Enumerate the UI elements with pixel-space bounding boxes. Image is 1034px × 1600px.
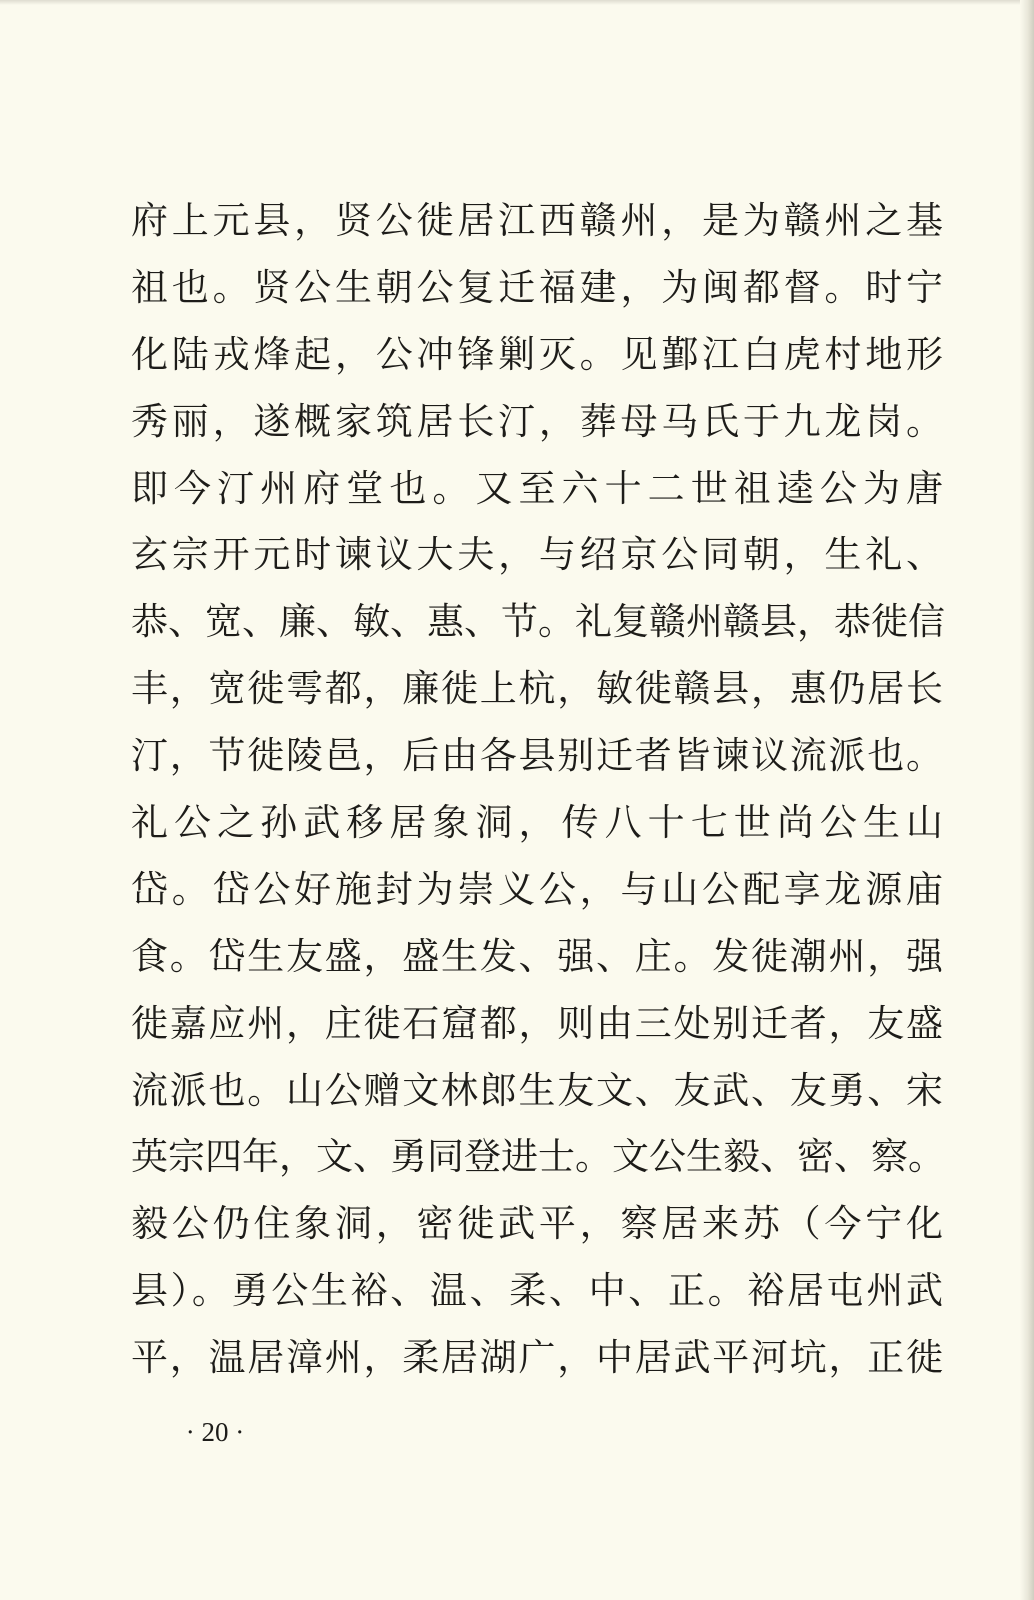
text-line: 秀丽，遂概家筑居长汀，葬母马氏于九龙岗。	[131, 399, 943, 443]
text-line: 英宗四年，文、勇同登进士。文公生毅、密、察。	[131, 1135, 945, 1179]
text-line: 流派也。山公赠文林郎生友文、友武、友勇、宋	[131, 1068, 943, 1112]
page-number: · 20 ·	[185, 1417, 245, 1447]
text-line: 玄宗开元时谏议大夫，与绍京公同朝，生礼、	[131, 533, 943, 577]
text-line: 食。岱生友盛，盛生发、强、庄。发徙潮州，强	[131, 934, 943, 978]
text-line: 毅公仍住象洞，密徙武平，察居来苏（今宁化	[131, 1202, 943, 1246]
page-right-edge	[1020, 0, 1034, 1600]
text-line: 岱。岱公好施封为崇义公，与山公配享龙源庙	[131, 867, 943, 911]
text-line: 祖也。贤公生朝公复迁福建，为闽都督。时宁	[131, 265, 943, 309]
text-line: 徙嘉应州，庄徙石窟都，则由三处别迁者，友盛	[131, 1001, 943, 1045]
text-line: 礼公之孙武移居象洞，传八十七世尚公生山	[131, 801, 943, 845]
text-line: 平，温居漳州，柔居湖广，中居武平河坑，正徙	[131, 1336, 943, 1380]
text-line: 恭、宽、廉、敏、惠、节。礼复赣州赣县，恭徙信	[131, 600, 945, 644]
text-line: 县）。勇公生裕、温、柔、中、正。裕居屯州武	[131, 1269, 943, 1313]
text-line: 化陆戎烽起，公冲锋剿灭。见鄞江白虎村地形	[131, 332, 943, 376]
text-line: 府上元县，贤公徙居江西赣州，是为赣州之基	[131, 199, 943, 242]
text-line: 汀，节徙陵邑，后由各县别迁者皆谏议流派也。	[131, 734, 943, 778]
text-line: 丰，宽徙雩都，廉徙上杭，敏徙赣县，惠仍居长	[131, 667, 943, 711]
body-text	[131, 188, 943, 1392]
text-line: 即今汀州府堂也。又至六十二世祖逵公为唐	[131, 466, 943, 510]
page-top-edge	[0, 0, 1034, 5]
